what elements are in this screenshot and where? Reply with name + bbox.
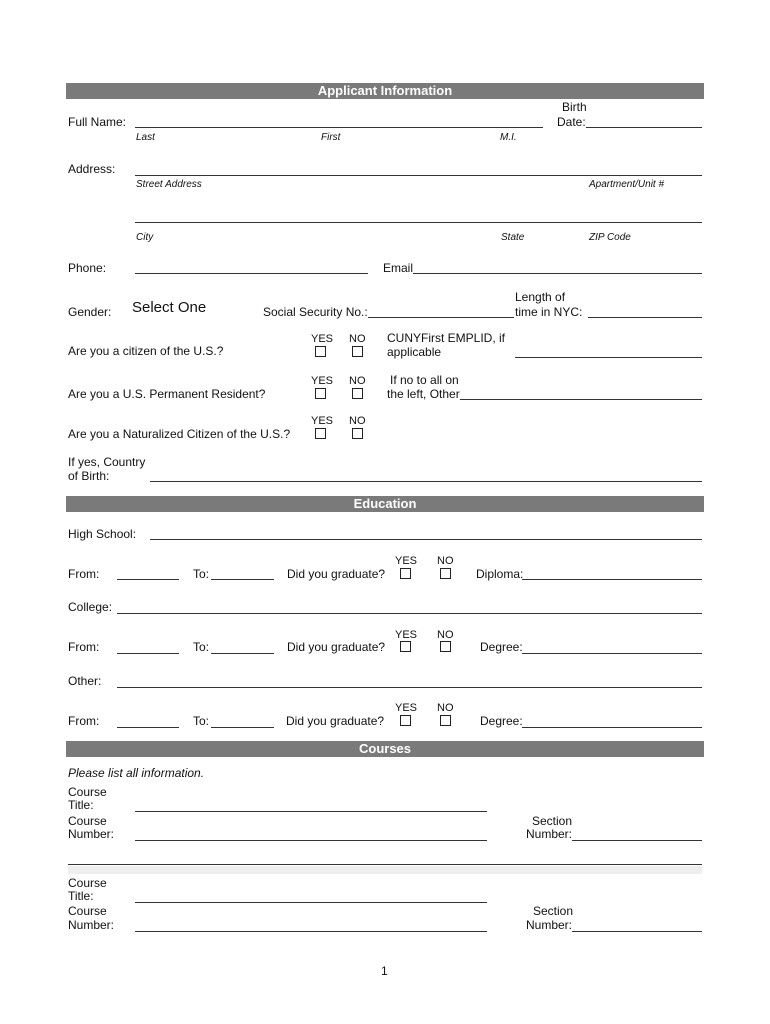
section-header-education: Education (66, 496, 704, 512)
time-in-nyc-label: time in NYC: (515, 305, 583, 319)
course1-number-field[interactable] (135, 840, 487, 841)
naturalized-no-checkbox[interactable] (352, 428, 363, 439)
hs-yes-checkbox[interactable] (400, 568, 411, 579)
naturalized-yes-label: YES (311, 415, 334, 427)
college-degree-label: Degree: (480, 640, 523, 654)
country-label-line1: If yes, Country (68, 455, 146, 469)
high-school-field[interactable] (150, 539, 702, 540)
college-yes-checkbox[interactable] (400, 641, 411, 652)
naturalized-no-label: NO (349, 415, 366, 427)
college-no-checkbox[interactable] (440, 641, 451, 652)
birth-date-field[interactable] (586, 127, 702, 128)
course1-section-field[interactable] (572, 840, 702, 841)
ssn-field[interactable] (368, 317, 514, 318)
hs-graduate-question: Did you graduate? (287, 567, 386, 581)
course-separator-shade (68, 866, 702, 874)
emplid-field[interactable] (515, 357, 702, 358)
college-yes-label: YES (395, 629, 418, 641)
college-no-label: NO (437, 629, 454, 641)
hs-yes-label: YES (395, 555, 418, 567)
country-of-birth-field[interactable] (150, 481, 702, 482)
citizen-question: Are you a citizen of the U.S.? (68, 344, 224, 358)
course2-number-label: Number: (68, 918, 115, 932)
resident-question: Are you a U.S. Permanent Resident? (68, 387, 266, 401)
email-field[interactable] (413, 273, 702, 274)
other-degree-label: Degree: (480, 714, 523, 728)
course2-title-label: Title: (68, 889, 94, 903)
resident-no-label: NO (349, 375, 366, 387)
college-to-field[interactable] (211, 653, 274, 654)
college-degree-field[interactable] (522, 653, 702, 654)
course2-section-field[interactable] (572, 931, 702, 932)
birth-label: Birth (562, 100, 587, 114)
other-status-field[interactable] (460, 399, 702, 400)
full-name-field[interactable] (135, 127, 543, 128)
course1-section-label: Section (532, 814, 573, 828)
other-no-checkbox[interactable] (440, 715, 451, 726)
phone-label: Phone: (68, 261, 107, 275)
course2-title-field[interactable] (135, 902, 487, 903)
course1-title-label: Title: (68, 798, 94, 812)
section-header-courses: Courses (66, 741, 704, 757)
courses-instruction: Please list all information. (68, 766, 205, 780)
citizen-no-label: NO (349, 333, 366, 345)
city-state-zip-field[interactable] (135, 222, 702, 223)
other-yes-label: YES (395, 702, 418, 714)
full-name-label: Full Name: (68, 115, 127, 129)
address-label: Address: (68, 162, 116, 176)
course1-course-label: Course (68, 785, 107, 799)
other-degree-field[interactable] (522, 727, 702, 728)
course-separator-line (68, 864, 702, 865)
course2-section-label: Section (533, 904, 574, 918)
length-of-label: Length of (515, 290, 566, 304)
college-graduate-question: Did you graduate? (287, 640, 386, 654)
course1-number-label: Number: (68, 827, 115, 841)
first-name-caption: First (321, 132, 341, 143)
course1-course-label-2: Course (68, 814, 107, 828)
gender-select[interactable]: Select One (132, 299, 207, 316)
birth-date-label: Date: (557, 115, 586, 129)
ssn-label: Social Security No.: (263, 305, 368, 319)
apartment-caption: Apartment/Unit # (589, 179, 665, 190)
other-yes-checkbox[interactable] (400, 715, 411, 726)
other-graduate-question: Did you graduate? (286, 714, 385, 728)
hs-to-field[interactable] (211, 579, 274, 580)
hs-no-checkbox[interactable] (440, 568, 451, 579)
hs-to-label: To: (193, 567, 210, 581)
other-school-field[interactable] (117, 687, 702, 688)
other-school-label: Other: (68, 674, 102, 688)
diploma-label: Diploma: (476, 567, 524, 581)
hs-from-label: From: (68, 567, 100, 581)
course1-title-field[interactable] (135, 811, 487, 812)
naturalized-yes-checkbox[interactable] (315, 428, 326, 439)
other-status-label-line2: the left, Other (387, 387, 460, 401)
resident-yes-label: YES (311, 375, 334, 387)
city-caption: City (136, 232, 154, 243)
zip-caption: ZIP Code (589, 232, 631, 243)
diploma-field[interactable] (522, 579, 702, 580)
other-from-field[interactable] (117, 727, 179, 728)
page-number: 1 (381, 964, 388, 978)
course1-section-number-label: Number: (526, 827, 573, 841)
email-label: Email (383, 261, 414, 275)
other-from-label: From: (68, 714, 100, 728)
emplid-label-line2: applicable (387, 345, 442, 359)
course2-number-field[interactable] (135, 931, 487, 932)
course2-section-number-label: Number: (526, 918, 573, 932)
emplid-label-line1: CUNYFirst EMPLID, if (387, 331, 506, 345)
other-no-label: NO (437, 702, 454, 714)
resident-no-checkbox[interactable] (352, 388, 363, 399)
other-to-label: To: (193, 714, 210, 728)
college-from-label: From: (68, 640, 100, 654)
other-to-field[interactable] (211, 727, 274, 728)
high-school-label: High School: (68, 527, 137, 541)
course2-course-label: Course (68, 876, 107, 890)
gender-label: Gender: (68, 305, 112, 319)
time-in-nyc-field[interactable] (588, 317, 702, 318)
last-name-caption: Last (136, 132, 155, 143)
other-status-label-line1: If no to all on (390, 373, 459, 387)
hs-no-label: NO (437, 555, 454, 567)
citizen-no-checkbox[interactable] (352, 346, 363, 357)
citizen-yes-label: YES (311, 333, 334, 345)
hs-from-field[interactable] (117, 579, 179, 580)
citizen-yes-checkbox[interactable] (315, 346, 326, 357)
state-caption: State (501, 232, 525, 243)
college-label: College: (68, 600, 113, 614)
resident-yes-checkbox[interactable] (315, 388, 326, 399)
naturalized-question: Are you a Naturalized Citizen of the U.S.? (68, 427, 291, 441)
college-from-field[interactable] (117, 653, 179, 654)
street-address-caption: Street Address (136, 179, 202, 190)
college-to-label: To: (193, 640, 210, 654)
phone-field[interactable] (135, 273, 368, 274)
country-label-line2: of Birth: (68, 469, 110, 483)
section-header-applicant: Applicant Information (66, 83, 704, 99)
course2-course-label-2: Course (68, 904, 107, 918)
college-field[interactable] (117, 613, 702, 614)
street-address-field[interactable] (135, 175, 702, 176)
middle-initial-caption: M.I. (500, 132, 517, 143)
